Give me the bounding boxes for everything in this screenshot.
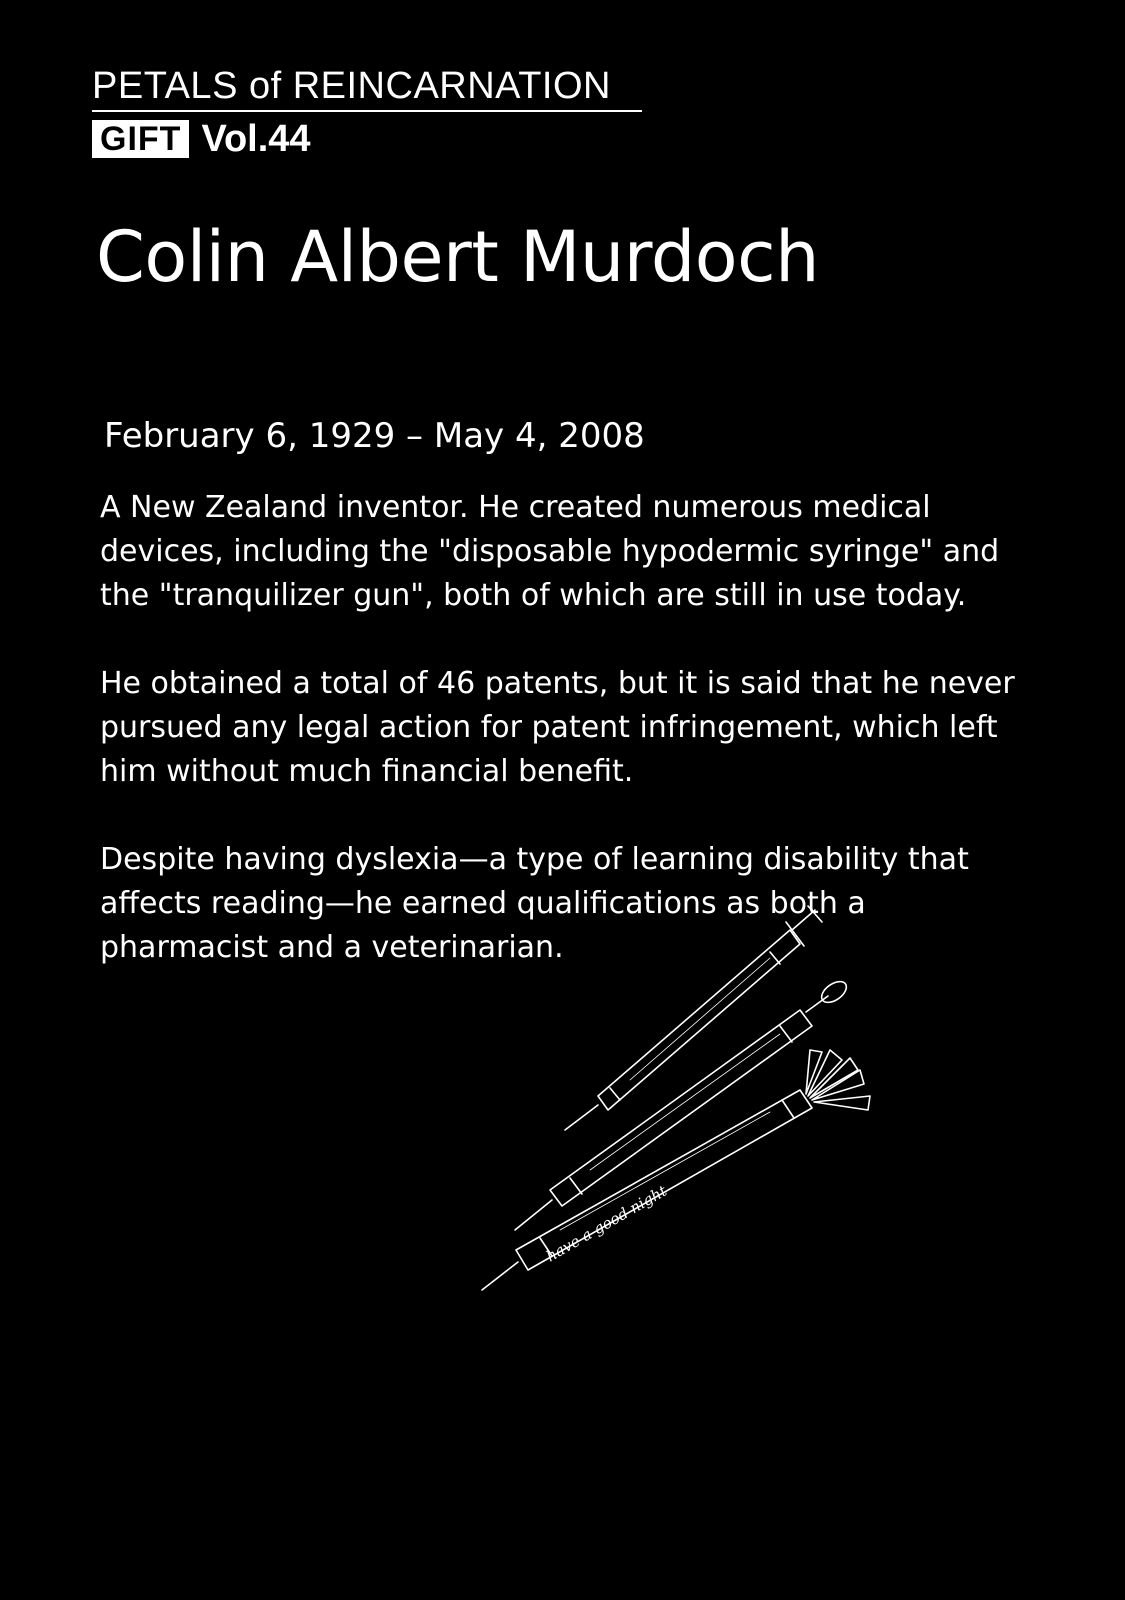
syringe-icon — [515, 977, 850, 1230]
syringe-icon — [482, 1050, 870, 1290]
volume-row — [92, 118, 311, 160]
bio-paragraph: Despite having dyslexia—a type of learning disability that affects reading—he earned qualifications as both a pharmacist and a veterinarian. — [100, 842, 969, 965]
gift-tag: GIFT — [92, 120, 189, 158]
syringes-illustration — [470, 900, 930, 1320]
bio-paragraph: A New Zealand inventor. He created numerous medical devices, including the "disposable hypodermic syringe" and the "tranquilizer gun", both of which are still in use today. — [100, 490, 1000, 613]
volume-number: Vol.44 — [201, 118, 311, 160]
series-title: PETALS of REINCARNATION — [92, 64, 642, 112]
syringe-inscription: have a good night — [543, 1181, 670, 1266]
life-dates: February 6, 1929 – May 4, 2008 — [104, 416, 645, 456]
person-name: Colin Albert Murdoch — [96, 216, 819, 298]
bio-paragraph: He obtained a total of 46 patents, but it is said that he never pursued any legal action for patent infringement, which left him without much financial benefit. — [100, 666, 1015, 789]
